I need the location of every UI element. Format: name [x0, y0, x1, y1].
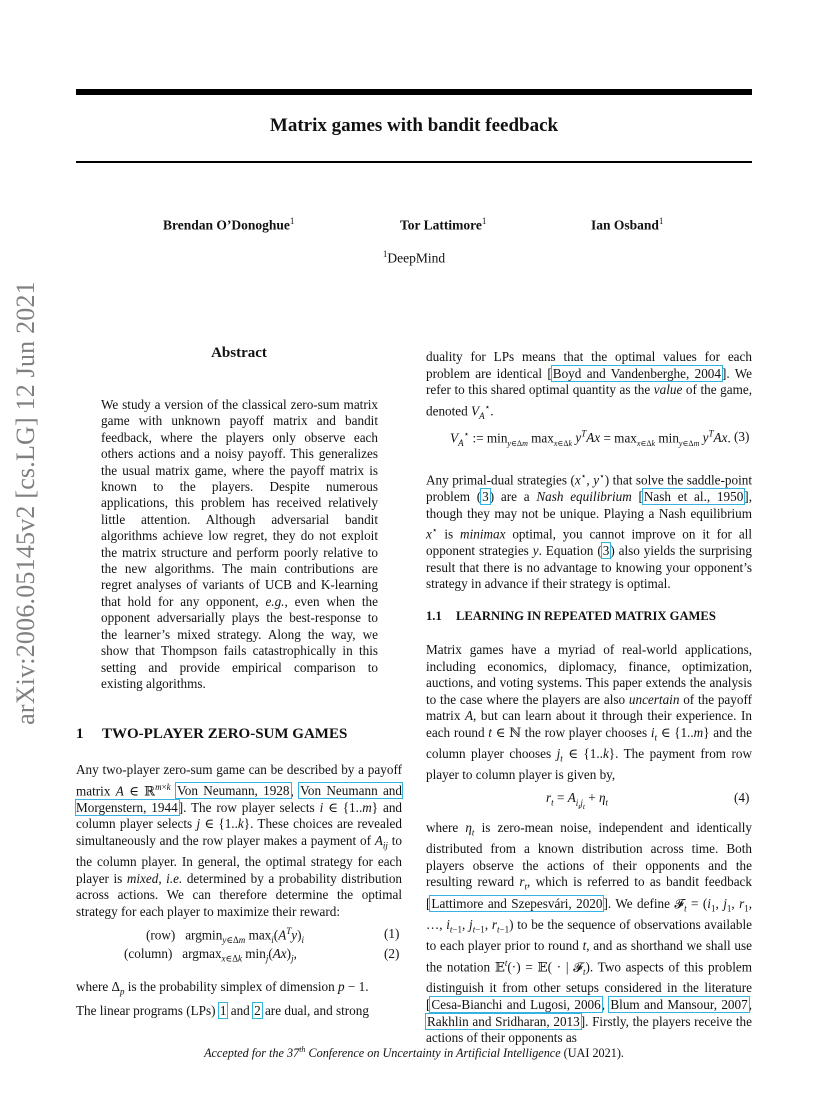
lp-line: The linear programs (LPs) 1 and 2 are dual, and strong [76, 1003, 369, 1018]
subsection-heading: 1.1 LEARNING IN REPEATED MATRIX GAMES [426, 609, 716, 623]
title-rule [76, 161, 752, 163]
noise-paragraph: where $\eta_t$ is zero-mean noise, independent and identically distributed from a known distribution across time. Both players observe the actions of their opponents and the resulting reward $r_t$, which is referred to as bandit feedback [Lattimore and Szepesvári, 2020]. We define 𝓕$_t$ = ($i_1$, $j_1$, $r_1$, …, $i_{t-1}$, $j_{t-1}$, $r_{t-1}$) to be the sequence of observations available to each player prior to round t, and as shorthand we shall use the notation 𝔼$^t$(·) = 𝔼( · | 𝓕$_t$). Two aspects of this problem distinguish it from other setups considered in the literature [Cesa-Bianchi and Lugosi, 2006, Blum and Mansour, 2007, Rakhlin and Sridharan, 2013]. Firstly, the players receive the actions of their opponents as [426, 820, 753, 1046]
arxiv-stamp: arXiv:2006.05145v2 [cs.LG] 12 Jun 2021 [11, 280, 40, 725]
author-1: Brendan O’Donoghue$^1$ [163, 216, 295, 233]
citation-link[interactable]: Cesa-Bianchi and Lugosi, 2006 [431, 996, 601, 1012]
citation-link[interactable]: Von Neumann, 1928 [176, 782, 290, 798]
citation-link[interactable]: Lattimore and Szepesvári, 2020 [431, 895, 603, 911]
equation-4: $r_t = A_{i_tj_t} + \eta_t$ [546, 790, 609, 811]
nash-paragraph: Any primal-dual strategies (x⋆, y⋆) that solve the saddle-point problem (3) are a Nash equilibrium [Nash et al., 1950], though they may not be unique. Playing a Nash equilibrium x⋆ is minimax optimal, you cannot improve on it for all opponent strategies y. Equation (3) also yields the surprising result that there is no advantage to knowing your opponent’s strategy in advance if their strategy is optimal. [426, 471, 752, 592]
learning-paragraph: Matrix games have a myriad of real-world applications, including economics, diplomacy, finance, optimization, auctions, and voting systems. This paper extends the analysis to the case where the players are also uncertain of the payoff matrix A, but can learn about it through their experience. In each round t ∈ ℕ the row player chooses $i_t$ ∈ {1..m} and the column player chooses $j_t$ ∈ {1..k}. The payment from row player to column player is given by, [426, 642, 753, 783]
equation-link[interactable]: 1 [219, 1003, 227, 1018]
affiliation: $^1$DeepMind [382, 249, 446, 266]
citation-link[interactable]: Von Neumann and Morgenstern, 1944 [76, 782, 402, 815]
equation-number: (4) [734, 790, 750, 805]
citation-link[interactable]: Rakhlin and Sridharan, 2013 [427, 1013, 580, 1029]
simplex-line: where $\Delta_p$ is the probability simplex of dimension p − 1. [76, 979, 369, 997]
citation-link[interactable]: Blum and Mansour, 2007 [610, 996, 748, 1012]
section1-paragraph: Any two-player zero-sum game can be described by a payoff matrix A ∈ ℝ$^{m\times k}$ Von Neumann, 1928, Von Neumann and Morgenstern, 1944]. The row player selects i ∈ {1..m} and column player selects j ∈ {1..k}. These choices are revealed simultaneously and the row player makes a payment of $A_{ij}$ to the column player. In general, the optimal strategy for each player is mixed, i.e. determined by a probability distribution across actions. We can therefore determine the optimal strategy for each player to maximize their reward: [76, 762, 403, 919]
equation-number: (1) [384, 926, 400, 941]
duality-paragraph: duality for LPs means that the optimal values for each problem are identical [Boyd and Vandenberghe, 2004]. We refer to this shared optimal quantity as the value of the game, denoted $V_A^⋆$. [426, 349, 753, 421]
equation-number: (3) [734, 429, 750, 444]
equation-3: $V_A^⋆$ := $\min_{y\in\Delta m} \max_{x\in\Delta k} y^TAx = \max_{x\in\Delta k} \min_{y\in\Delta m} y^TAx$. [450, 429, 731, 449]
author-3: Ian Osband$^1$ [591, 216, 664, 233]
abstract-text: We study a version of the classical zero-sum matrix game with unknown payoff matrix and bandit feedback, where the players only observe each others actions and a noisy payoff. This generalizes the usual matrix game, where the payoff matrix is known to the players. Despite numerous applications, this problem has received relatively little attention. Although adversarial bandit algorithms achieve low regret, they do not exploit the matrix structure and perform poorly relative to the new algorithms. The main contributions are regret analyses of variants of UCB and K-learning that hold for any opponent, e.g., even when the opponent adversarially plays the best-response to the learner’s mixed strategy. Along the way, we show that Thompson fails catastrophically in this setting and provide empirical comparison to existing algorithms. [101, 397, 378, 691]
equation-1: (row) argmin$_{y\in\Delta m}$ $\max_i(A^Ty)_i$ [146, 926, 305, 946]
equation-number: (2) [384, 946, 400, 961]
section-heading: 1 TWO-PLAYER ZERO-SUM GAMES [76, 726, 348, 742]
equation-2: (column) argmax$_{x\in\Delta k}$ $\min_j(Ax)_j$, [124, 946, 297, 964]
equation-link[interactable]: 3 [482, 488, 489, 504]
citation-link[interactable]: Nash et al., 1950 [643, 488, 744, 504]
abstract-heading: Abstract [211, 345, 267, 361]
equation-link[interactable]: 2 [254, 1003, 261, 1018]
equation-link[interactable]: 3 [602, 543, 610, 559]
author-2: Tor Lattimore$^1$ [400, 216, 487, 233]
conference-footer: Accepted for the 37th Conference on Uncertainty in Artificial Intelligence (UAI 2021). [204, 1045, 624, 1061]
paper-title: Matrix games with bandit feedback [269, 115, 559, 136]
top-rule [76, 89, 752, 95]
citation-link[interactable]: Boyd and Vandenberghe, 2004 [552, 365, 721, 381]
